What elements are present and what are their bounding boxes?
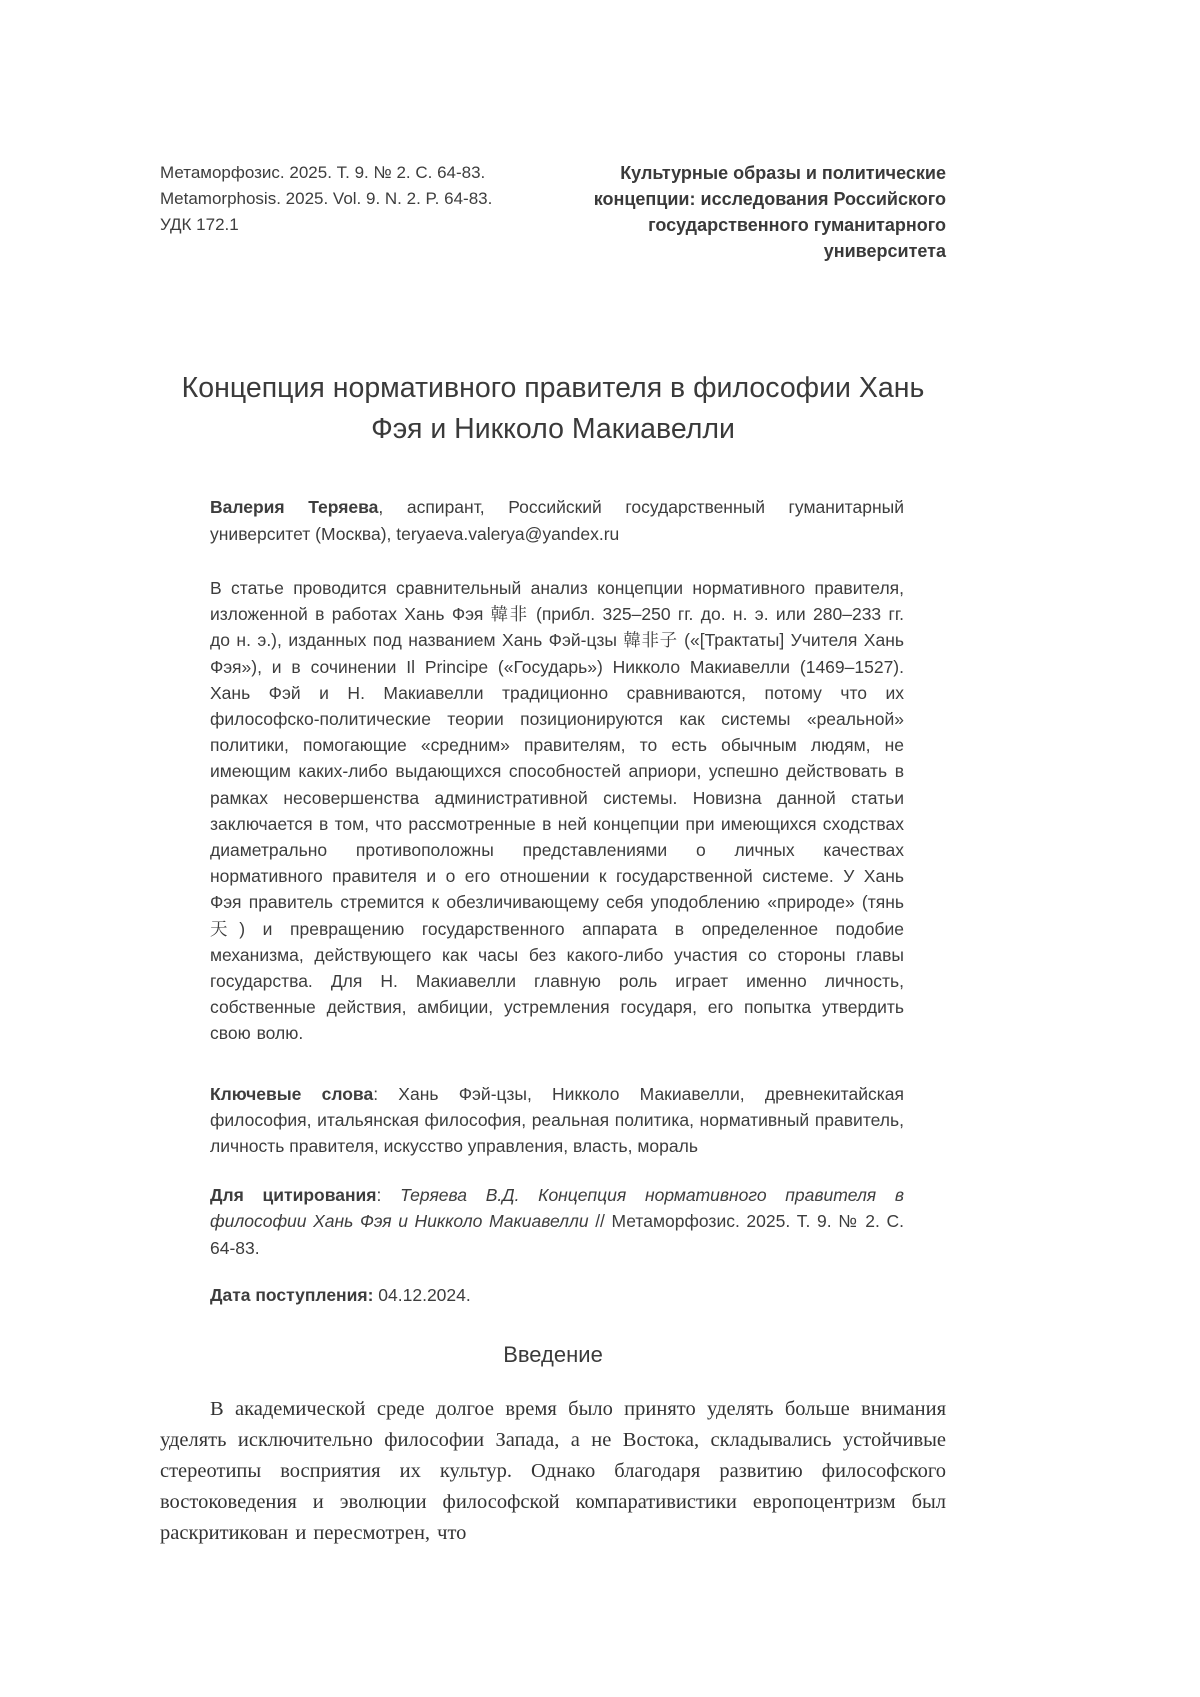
keywords-paragraph <box>210 1081 904 1160</box>
author-affiliation: , аспирант, Российский государственный гуманитарный университет (Москва), teryaeva.valerya@yandex.ru <box>210 497 904 544</box>
page-header <box>160 160 946 264</box>
citation-paragraph <box>210 1182 904 1261</box>
article-title: Концепция нормативного правителя в философии Хань Фэя и Никколо Макиавелли <box>181 372 925 445</box>
received-date-paragraph <box>210 1282 904 1308</box>
keywords-list: : Хань Фэй-цзы, Никколо Макиавелли, древнекитайская философия, итальянская философия, реальная политика, нормативный правитель, личность правителя, искусство управления, власть, мораль <box>210 1083 904 1157</box>
received-date-value: 04.12.2024. <box>373 1284 471 1305</box>
received-date-label: Дата поступления: <box>210 1284 374 1305</box>
citation-label: Для цитирования <box>210 1185 377 1206</box>
citation-italic-text: Теряева В.Д. Концепция нормативного правителя в философии Хань Фэя и Никколо Макиавелли <box>210 1185 904 1232</box>
article-meta-block <box>160 494 946 1308</box>
citation-rest: // Метаморфозис. 2025. Т. 9. № 2. С. 64-83. <box>210 1211 904 1258</box>
journal-citation-ru: Метаморфозис. 2025. Т. 9. № 2. С. 64-83. <box>160 163 486 182</box>
journal-citation-en: Metamorphosis. 2025. Vol. 9. N. 2. P. 64-83. <box>160 189 493 208</box>
rubric-title: Культурные образы и политические концепции: исследования Российского государственного гуманитарного университета <box>593 163 946 261</box>
introduction-paragraph: В академической среде долгое время было принято уделять больше внимания уделять исключительно философии Запада, а не Востока, складывались устойчивые стереотипы восприятия их культур. Однако благодаря развитию философского востоковедения и эволюции философской компаративистики европоцентризм был раскритикован и пересмотрен, что <box>160 1398 946 1545</box>
journal-citation-block <box>160 160 520 238</box>
abstract-paragraph: В статье проводится сравнительный анализ концепции нормативного правителя, изложенной в работах Хань Фэя 韓非 (прибл. 325–250 гг. до. н. э. или 280–233 гг. до н. э.), изданных под названием Хань Фэй-цзы 韓非子 («[Трактаты] Учителя Хань Фэя»), и в сочинении Il Principe («Государь») Никколо Макиавелли (1469–1527). Хань Фэй и Н. Макиавелли традиционно сравниваются, потому что их философско-политические теории позиционируются как системы «реальной» политики, помогающие «средним» правителям, то есть обычным людям, не имеющим каких-либо выдающихся способностей априори, успешно действовать в рамках несовершенства административной системы. Новизна данной статьи заключается в том, что рассмотренные в ней концепции при имеющихся сходствах диаметрально противоположны представлениями о личных качествах нормативного правителя и о его отношении к государственной системе. У Хань Фэя правитель стремится к обезличивающему себя уподоблению «природе» (тянь 天) и превращению государственного аппарата в определенное подобие механизма, действующего как часы без какого-либо участия со стороны главы государства. Для Н. Макиавелли главную роль играет именно личность, собственные действия, амбиции, устремления государя, его попытка утвердить свою волю. <box>210 578 904 1044</box>
udc-code: УДК 172.1 <box>160 215 239 234</box>
author-paragraph <box>210 494 904 548</box>
author-name: Валерия Теряева <box>210 497 379 517</box>
article-page <box>160 160 946 1549</box>
citation-separator: : <box>376 1185 401 1206</box>
keywords-label: Ключевые слова <box>210 1083 374 1104</box>
section-heading-introduction: Введение <box>503 1342 603 1368</box>
